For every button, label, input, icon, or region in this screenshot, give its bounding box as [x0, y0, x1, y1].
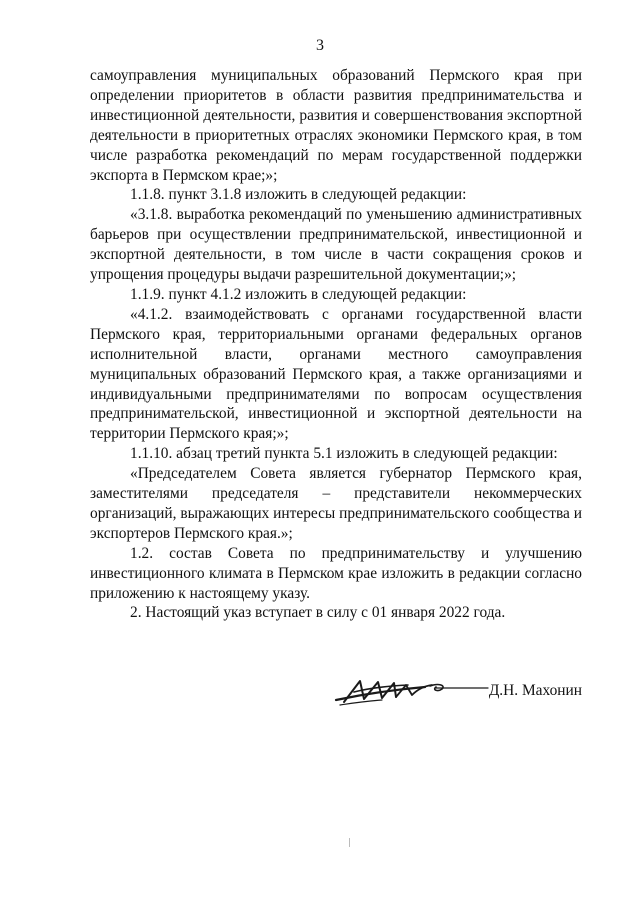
handwritten-signature	[330, 673, 490, 713]
paragraph-5: «4.1.2. взаимодействовать с органами государственной власти Пермского края, территориальными органами федеральных органов исполнительной власти, органами местного самоуправления муниципальных образований Пермского края, а также организациями и индивидуальными предпринимателями по вопросам осуществления предпринимательской, инвестиционной и экспортной деятельности на территории Пермского края;»;	[90, 305, 582, 443]
paragraph-8: 1.2. состав Совета по предпринимательству и улучшению инвестиционного климата в Пермском крае изложить в редакции согласно приложению к настоящему указу.	[90, 544, 582, 602]
signer-name: Д.Н. Махонин	[488, 682, 582, 699]
scan-mark	[349, 838, 350, 847]
paragraph-2: 1.1.8. пункт 3.1.8 изложить в следующей редакции:	[130, 186, 467, 204]
document-body	[90, 66, 582, 623]
signature-block	[330, 673, 582, 713]
paragraph-4: 1.1.9. пункт 4.1.2 изложить в следующей редакции:	[130, 285, 467, 303]
paragraph-9: 2. Настоящий указ вступает в силу с 01 января 2022 года.	[130, 604, 506, 622]
paragraph-6: 1.1.10. абзац третий пункта 5.1 изложить в следующей редакции:	[130, 445, 558, 463]
paragraph-1: самоуправления муниципальных образований Пермского края при определении приоритетов в области развития предпринимательства и инвестиционной деятельности, развития и совершенствования экспортной деятельности в приоритетных отраслях экономики Пермского края, в том числе разработка рекомендаций по мерам государственной поддержки экспорта в Пермском крае;»;	[90, 67, 582, 184]
paragraph-7: «Председателем Совета является губернатор Пермского края, заместителями председателя – представители некоммерческих организаций, выражающих интересы предпринимательского сообщества и экспортеров Пермского края.»;	[90, 465, 582, 542]
page-number: 3	[316, 37, 324, 54]
paragraph-3: «3.1.8. выработка рекомендаций по уменьшению административных барьеров при осуществлении предпринимательской, инвестиционной и экспортной деятельности, в том числе в части сокращения сроков и упрощения процедуры выдачи разрешительной документации;»;	[90, 206, 582, 284]
